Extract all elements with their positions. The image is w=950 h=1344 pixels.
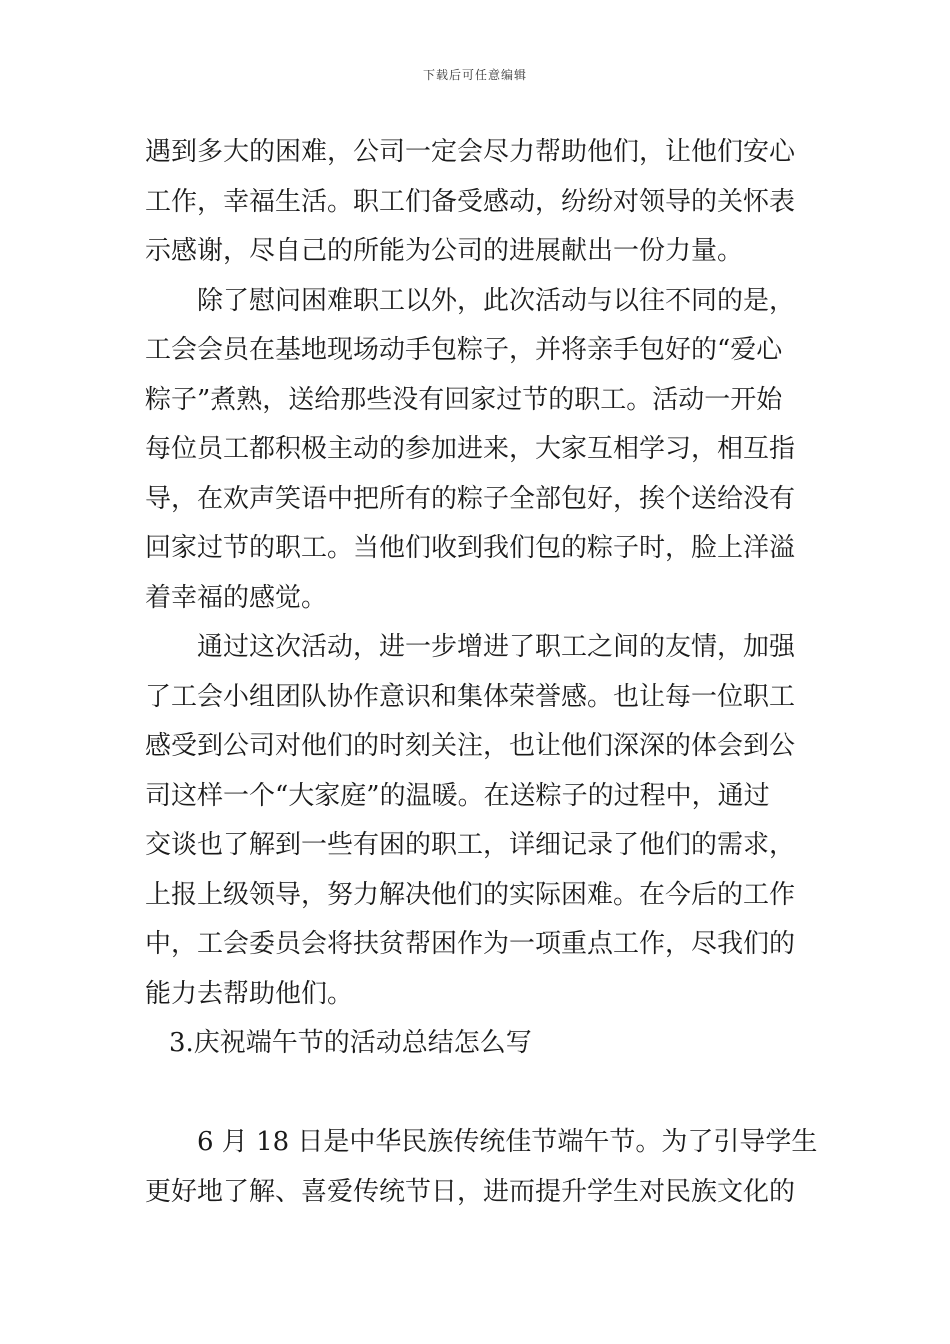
paragraph-line: 工会会员在基地现场动手包粽子，并将亲手包好的“爱心 <box>145 335 783 365</box>
section-heading: 3.庆祝端午节的活动总结怎么写 <box>169 1028 532 1058</box>
paragraph-line: 粽子”煮熟，送给那些没有回家过节的职工。活动一开始 <box>145 384 783 415</box>
page-header: 下载后可任意编辑 <box>422 68 527 82</box>
paragraph-4 <box>145 1118 818 1217</box>
paragraph-line: 导，在欢声笑语中把所有的粽子全部包好，挨个送给没有 <box>145 483 796 514</box>
paragraph-line: 了工会小组团队协作意识和集体荣誉感。也让每一位职工 <box>145 681 796 712</box>
paragraph-line: 6 月 18 日是中华民族传统佳节端午节。为了引导学生 <box>197 1127 818 1157</box>
document-body <box>145 128 818 1217</box>
paragraph-line: 除了慰问困难职工以外，此次活动与以往不同的是， <box>197 285 796 316</box>
paragraph-line: 能力去帮助他们。 <box>145 978 354 1009</box>
blank-line <box>145 1069 807 1119</box>
paragraph-line: 通过这次活动，进一步增进了职工之间的友情，加强 <box>197 632 796 662</box>
paragraph-line: 回家过节的职工。当他们收到我们包的粽子时，脸上洋溢 <box>145 533 796 563</box>
paragraph-line: 每位员工都积极主动的参加进来，大家互相学习，相互指 <box>145 434 796 464</box>
paragraph-line: 中，工会委员会将扶贫帮困作为一项重点工作，尽我们的 <box>145 929 796 959</box>
paragraph-line: 司这样一个“大家庭”的温暖。在送粽子的过程中，通过 <box>145 780 770 811</box>
paragraph-2 <box>145 277 807 624</box>
paragraph-line: 感受到公司对他们的时刻关注，也让他们深深的体会到公 <box>145 731 796 761</box>
paragraph-line: 更好地了解、喜爱传统节日，进而提升学生对民族文化的 <box>145 1176 796 1207</box>
paragraph-line: 遇到多大的困难，公司一定会尽力帮助他们，让他们安心 <box>145 137 796 167</box>
paragraph-line: 交谈也了解到一些有困的职工，详细记录了他们的需求， <box>145 830 796 860</box>
paragraph-line: 着幸福的感觉。 <box>145 582 328 613</box>
paragraph-3 <box>145 623 807 1019</box>
paragraph-line: 上报上级领导，努力解决他们的实际困难。在今后的工作 <box>145 879 796 910</box>
paragraph-line: 工作，幸福生活。职工们备受感动，纷纷对领导的关怀表 <box>145 186 796 217</box>
paragraph-1 <box>145 128 807 277</box>
paragraph-line: 示感谢，尽自己的所能为公司的进展献出一份力量。 <box>145 236 744 266</box>
